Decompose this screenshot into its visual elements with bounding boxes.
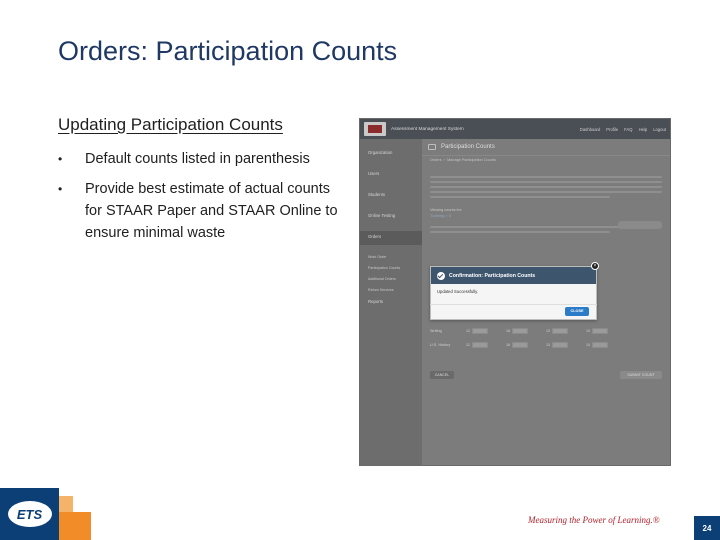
sidebar bbox=[360, 139, 422, 465]
nav-logout[interactable]: Logout bbox=[653, 126, 666, 132]
nav-profile[interactable]: Profile bbox=[606, 126, 619, 132]
count-value: 16 bbox=[506, 343, 510, 347]
sidebar-sub-additional-orders[interactable]: Additional Orders bbox=[368, 277, 396, 281]
row-label: Writing bbox=[430, 329, 442, 333]
app-logo-icon bbox=[364, 122, 386, 136]
bullet-item bbox=[58, 148, 338, 170]
instructions-line bbox=[430, 176, 662, 178]
count-input[interactable] bbox=[552, 342, 568, 348]
count-input[interactable] bbox=[472, 328, 488, 334]
table-row bbox=[430, 338, 662, 352]
sidebar-item-students[interactable]: Students bbox=[368, 192, 385, 197]
count-input[interactable] bbox=[552, 328, 568, 334]
count-value: 13 bbox=[546, 343, 550, 347]
nav-dashboard[interactable]: Dashboard bbox=[579, 126, 601, 132]
sidebar-item-reports[interactable]: Reports bbox=[368, 299, 384, 304]
bullet-dot-icon: • bbox=[58, 182, 63, 196]
count-value: 10 bbox=[586, 329, 590, 333]
instructions-line bbox=[430, 181, 662, 183]
count-input[interactable] bbox=[592, 328, 608, 334]
count-cell[interactable] bbox=[546, 328, 586, 334]
breadcrumb: Orders › Manage Participation Counts bbox=[430, 158, 496, 162]
nav-help[interactable]: Help bbox=[638, 126, 648, 132]
bullet-list bbox=[58, 148, 338, 252]
filter-pill[interactable] bbox=[618, 221, 662, 229]
count-value: 12 bbox=[466, 329, 470, 333]
breadcrumb-manage: Manage Participation Counts bbox=[447, 158, 496, 162]
breadcrumb-orders[interactable]: Orders bbox=[430, 158, 442, 162]
close-button[interactable]: CLOSE bbox=[565, 307, 589, 316]
slide-title: Orders: Participation Counts bbox=[58, 36, 398, 66]
row-label: U.S. History bbox=[430, 343, 451, 347]
count-input[interactable] bbox=[512, 342, 528, 348]
count-input[interactable] bbox=[512, 328, 528, 334]
instructions-line bbox=[430, 191, 662, 193]
count-input[interactable] bbox=[592, 342, 608, 348]
count-cell[interactable] bbox=[466, 342, 506, 348]
count-cell[interactable] bbox=[506, 342, 546, 348]
tagline: Measuring the Power of Learning.® bbox=[528, 515, 660, 525]
sidebar-sub-work-order[interactable]: Work Order bbox=[368, 255, 387, 259]
ets-logo-text: ETS bbox=[16, 506, 43, 522]
count-value: 10 bbox=[586, 343, 590, 347]
sidebar-item-organization[interactable]: Organization bbox=[368, 150, 393, 155]
count-value: 12 bbox=[466, 343, 470, 347]
ets-logo-oval bbox=[8, 501, 52, 527]
check-circle-icon bbox=[437, 272, 445, 280]
bullet-text: Provide best estimate of actual counts for STAAR Paper and STAAR Online to ensure minimal waste bbox=[85, 181, 338, 241]
count-cell[interactable] bbox=[506, 328, 546, 334]
viewing-label: Viewing counts for: bbox=[430, 208, 463, 212]
count-input[interactable] bbox=[472, 342, 488, 348]
instructions-line bbox=[430, 196, 610, 198]
sidebar-item-orders[interactable]: Orders bbox=[360, 231, 422, 245]
instructions-line bbox=[430, 186, 662, 188]
sidebar-item-users[interactable]: Users bbox=[368, 171, 380, 176]
count-cell[interactable] bbox=[546, 342, 586, 348]
bullet-text: Default counts listed in parenthesis bbox=[85, 151, 310, 167]
description-line bbox=[430, 231, 610, 233]
modal-header bbox=[431, 267, 596, 284]
sidebar-sub-return-services[interactable]: Return Services bbox=[368, 288, 394, 292]
table-row bbox=[430, 324, 662, 338]
count-cell[interactable] bbox=[586, 328, 626, 334]
sidebar-item-online-testing[interactable]: Online Testing bbox=[368, 213, 396, 218]
cancel-button[interactable]: CANCEL bbox=[430, 371, 454, 379]
page-header bbox=[422, 139, 670, 156]
decorative-block bbox=[59, 512, 91, 540]
sidebar-sub-participation-counts[interactable]: Participation Counts bbox=[368, 266, 401, 270]
cart-icon bbox=[428, 144, 436, 150]
bullet-item bbox=[58, 178, 338, 244]
modal-title: Confirmation: Participation Counts bbox=[449, 272, 536, 279]
bullet-dot-icon: • bbox=[58, 152, 63, 166]
count-cell[interactable] bbox=[586, 342, 626, 348]
section-heading: Updating Participation Counts bbox=[58, 115, 283, 134]
app-header bbox=[360, 119, 670, 139]
count-cell[interactable] bbox=[466, 328, 506, 334]
nav-faq[interactable]: FAQ bbox=[624, 126, 633, 132]
count-value: 16 bbox=[506, 329, 510, 333]
app-name: Assessment Management System bbox=[391, 126, 464, 132]
viewing-value[interactable]: Training > 5 bbox=[430, 213, 452, 218]
page-title: Participation Counts bbox=[441, 144, 495, 150]
ets-logo bbox=[0, 488, 59, 540]
decorative-block bbox=[59, 496, 73, 512]
submit-count-button[interactable]: SUBMIT COUNT bbox=[620, 371, 662, 379]
modal-message: Updated Successfully. bbox=[437, 289, 479, 294]
close-icon[interactable]: × bbox=[591, 262, 599, 270]
modal-divider bbox=[430, 304, 597, 305]
count-value: 13 bbox=[546, 329, 550, 333]
page-number: 24 bbox=[694, 516, 720, 540]
top-nav bbox=[580, 127, 666, 132]
